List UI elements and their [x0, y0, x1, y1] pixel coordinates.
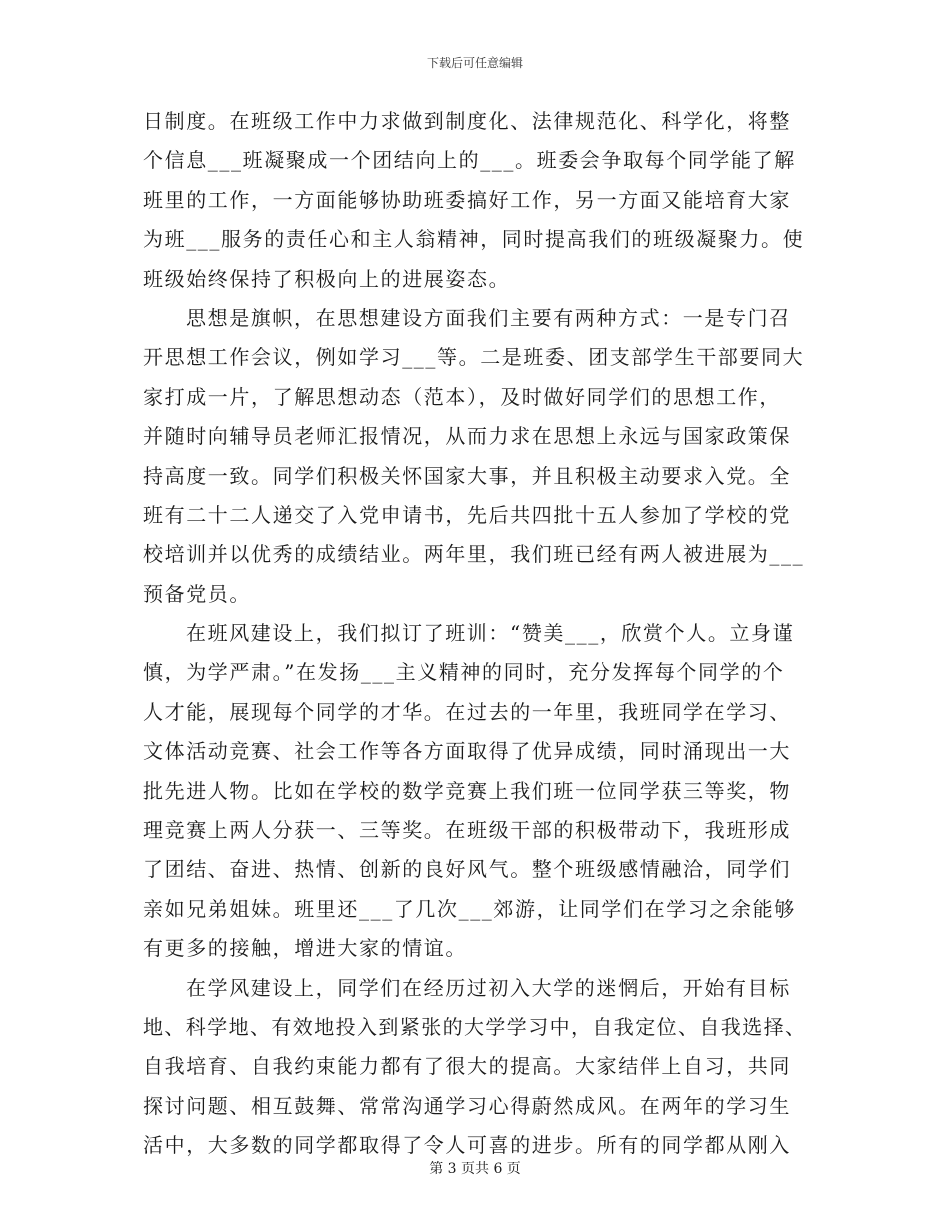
text-line: 理竞赛上两人分获一、三等奖。在班级干部的积极带动下，我班形成 [143, 818, 791, 843]
page-footer: 第 3 页共 6 页 [429, 1161, 521, 1177]
document-body [143, 102, 807, 1166]
text-line: 慎，为学严肃。”在发扬___主义精神的同时，充分发挥每个同学的个 [143, 660, 785, 685]
text-line: 文体活动竞赛、社会工作等各方面取得了优异成绩，同时涌现出一大 [143, 739, 791, 764]
text-line: 有更多的接触，增进大家的情谊。 [143, 936, 467, 961]
text-line: 批先进人物。比如在学校的数学竞赛上我们班一位同学获三等奖，物 [143, 778, 791, 803]
text-line: 并随时向辅导员老师汇报情况，从而力求在思想上永远与国家政策保 [143, 424, 791, 449]
page-header: 下载后可任意编辑 [426, 56, 523, 70]
text-line: 亲如兄弟姐妹。班里还___了几次___郊游，让同学们在学习之余能够 [143, 896, 796, 921]
text-line: 日制度。在班级工作中力求做到制度化、法律规范化、科学化，将整 [143, 109, 791, 133]
text-line: 自我培育、自我约束能力都有了很大的提高。大家结伴上自习，共同 [143, 1054, 791, 1079]
text-line: 了团结、奋进、热情、创新的良好风气。整个班级感情融洽，同学们 [143, 857, 791, 882]
text-line: 家打成一片，了解思想动态（范本），及时做好同学们的思想工作， [143, 384, 781, 409]
text-line: 持高度一致。同学们积极关怀国家大事，并且积极主动要求入党。全 [143, 463, 791, 488]
text-line: 人才能，展现每个同学的才华。在过去的一年里，我班同学在学习、 [143, 699, 791, 724]
text-line: 班有二十二人递交了入党申请书，先后共四批十五人参加了学校的党 [143, 502, 791, 527]
text-line: 在班风建设上，我们拟订了班训：“赞美___，欣赏个人。立身谨 [186, 621, 795, 646]
text-line: 为班___服务的责任心和主人翁精神，同时提高我们的班级凝聚力。使 [143, 227, 805, 252]
text-line: 思想是旗帜，在思想建设方面我们主要有两种方式：一是专门召 [186, 305, 791, 330]
text-line: 开思想工作会议，例如学习___等。二是班委、团支部学生干部要同大 [143, 345, 805, 370]
text-line: 在学风建设上，同学们在经历过初入大学的迷惘后，开始有目标 [186, 975, 791, 1000]
text-line: 班级始终保持了积极向上的进展姿态。 [143, 266, 511, 291]
text-line: 活中，大多数的同学都取得了令人可喜的进步。所有的同学都从刚入 [143, 1133, 791, 1158]
text-line: 探讨问题、相互鼓舞、常常沟通学习心得蔚然成风。在两年的学习生 [143, 1093, 791, 1118]
text-line: 校培训并以优秀的成绩结业。两年里，我们班已经有两人被进展为___ [143, 542, 805, 567]
text-line: 个信息___班凝聚成一个团结向上的___。班委会争取每个同学能了解 [143, 148, 796, 173]
text-line: 预备党员。 [143, 581, 251, 606]
text-line: 地、科学地、有效地投入到紧张的大学学习中，自我定位、自我选择、 [143, 1014, 807, 1039]
text-line: 班里的工作，一方面能够协助班委搞好工作，另一方面又能培育大家 [143, 187, 791, 212]
